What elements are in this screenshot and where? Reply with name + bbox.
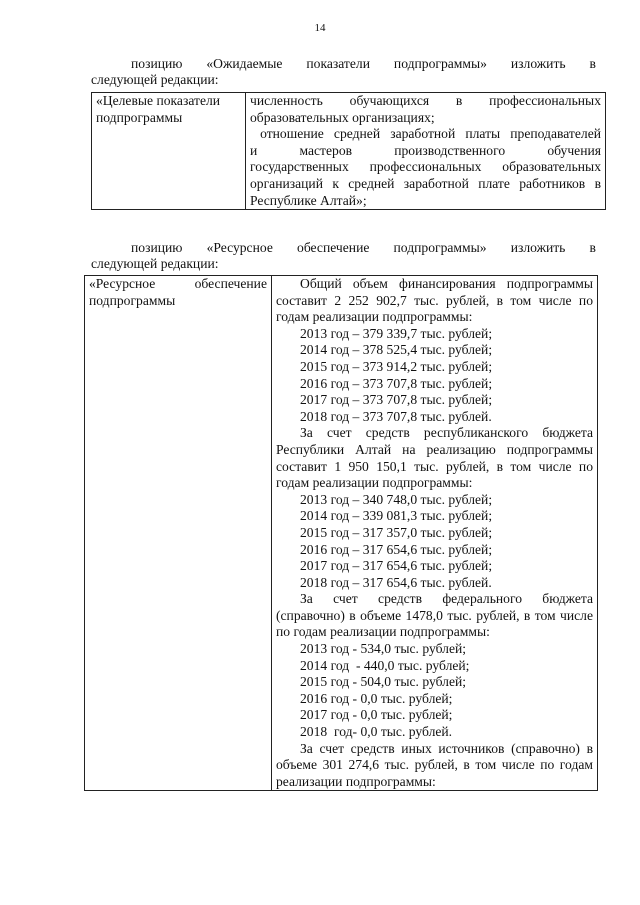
targets-content-cell — [246, 93, 606, 210]
word: изложить — [510, 240, 566, 255]
total-year-line: 2016 год – 373 707,8 тыс. рублей; — [300, 375, 493, 391]
word: в — [589, 240, 596, 255]
federal-year-line: 2013 год - 534,0 тыс. рублей; — [300, 641, 467, 657]
resources-label-cell — [85, 276, 272, 791]
targets-line: отношение средней заработной платы преподавателей — [250, 126, 601, 142]
word: подпрограммы» — [393, 56, 487, 71]
targets-line: организаций к средней заработной плате работников в — [250, 175, 601, 191]
total-funding-text: Общий объем финансирования подпрограммы составит 2 252 902,7 тыс. рублей, в том числе по годам реализации подпрограммы: — [276, 276, 593, 325]
word: обеспечение — [297, 240, 370, 255]
resources-label: «Ресурсное обеспечение подпрограммы — [89, 276, 267, 308]
word: «Ожидаемые — [206, 56, 283, 71]
federal-year-line: 2015 год - 504,0 тыс. рублей; — [300, 674, 467, 690]
federal-year-line: 2016 год - 0,0 тыс. рублей; — [300, 690, 453, 706]
other-funding-text: За счет средств иных источников (справочно) в объеме 301 274,6 тыс. рублей, в том числе по годам реализации подпрограммы: — [276, 740, 593, 789]
intro-paragraph-targets — [91, 56, 596, 88]
total-year-line: 2015 год – 373 914,2 тыс. рублей; — [300, 358, 493, 374]
targets-label-cell — [92, 93, 246, 210]
republic-year-line: 2017 год – 317 654,6 тыс. рублей; — [300, 558, 493, 574]
republic-year-line: 2013 год – 340 748,0 тыс. рублей; — [300, 491, 493, 507]
word: позицию — [131, 56, 183, 71]
federal-funding-text: За счет средств федерального бюджета (справочно) в объеме 1478,0 тыс. рублей, в том числе по годам реализации подпрограммы: — [276, 591, 593, 640]
total-year-line: 2013 год – 379 339,7 тыс. рублей; — [300, 325, 493, 341]
republic-year-line: 2018 год – 317 654,6 тыс. рублей. — [300, 574, 492, 590]
intro-line-1 — [91, 56, 596, 72]
targets-line: Республике Алтай»; — [250, 192, 367, 208]
targets-line: государственных профессиональных образовательных — [250, 159, 601, 175]
total-year-line: 2014 год – 378 525,4 тыс. рублей; — [300, 342, 493, 358]
intro-line-1 — [91, 240, 596, 256]
federal-year-line: 2017 год - 0,0 тыс. рублей; — [300, 707, 453, 723]
resources-content-cell — [272, 276, 598, 791]
word: изложить — [510, 56, 566, 71]
intro-paragraph-resources — [91, 240, 596, 272]
page-number: 14 — [314, 22, 326, 34]
intro-line-2: следующей редакции: — [91, 72, 219, 87]
word: подпрограммы» — [393, 240, 487, 255]
targets-table — [91, 92, 606, 210]
targets-line: образовательных организациях; — [250, 109, 435, 125]
total-year-line: 2018 год – 373 707,8 тыс. рублей. — [300, 408, 492, 424]
targets-line: и мастеров производственного обучения — [250, 142, 601, 158]
intro-line-2: следующей редакции: — [91, 256, 219, 271]
republic-year-line: 2014 год – 339 081,3 тыс. рублей; — [300, 508, 493, 524]
targets-label: «Целевые показатели подпрограммы — [96, 93, 221, 125]
targets-line: численность обучающихся в профессиональных — [250, 93, 601, 108]
word: показатели — [306, 56, 370, 71]
federal-year-line: 2014 год - 440,0 тыс. рублей; — [300, 657, 470, 673]
word: в — [589, 56, 596, 71]
federal-year-line: 2018 год- 0,0 тыс. рублей. — [300, 724, 453, 740]
word: «Ресурсное — [206, 240, 273, 255]
resources-table — [84, 275, 598, 791]
word: позицию — [131, 240, 183, 255]
total-year-line: 2017 год – 373 707,8 тыс. рублей; — [300, 392, 493, 408]
republic-funding-text: За счет средств республиканского бюджета Республики Алтай на реализацию подпрограммы составит 1 950 150,1 тыс. рублей, в том числе по годам реализации подпрограммы: — [276, 425, 593, 491]
republic-year-line: 2016 год – 317 654,6 тыс. рублей; — [300, 541, 493, 557]
republic-year-line: 2015 год – 317 357,0 тыс. рублей; — [300, 524, 493, 540]
